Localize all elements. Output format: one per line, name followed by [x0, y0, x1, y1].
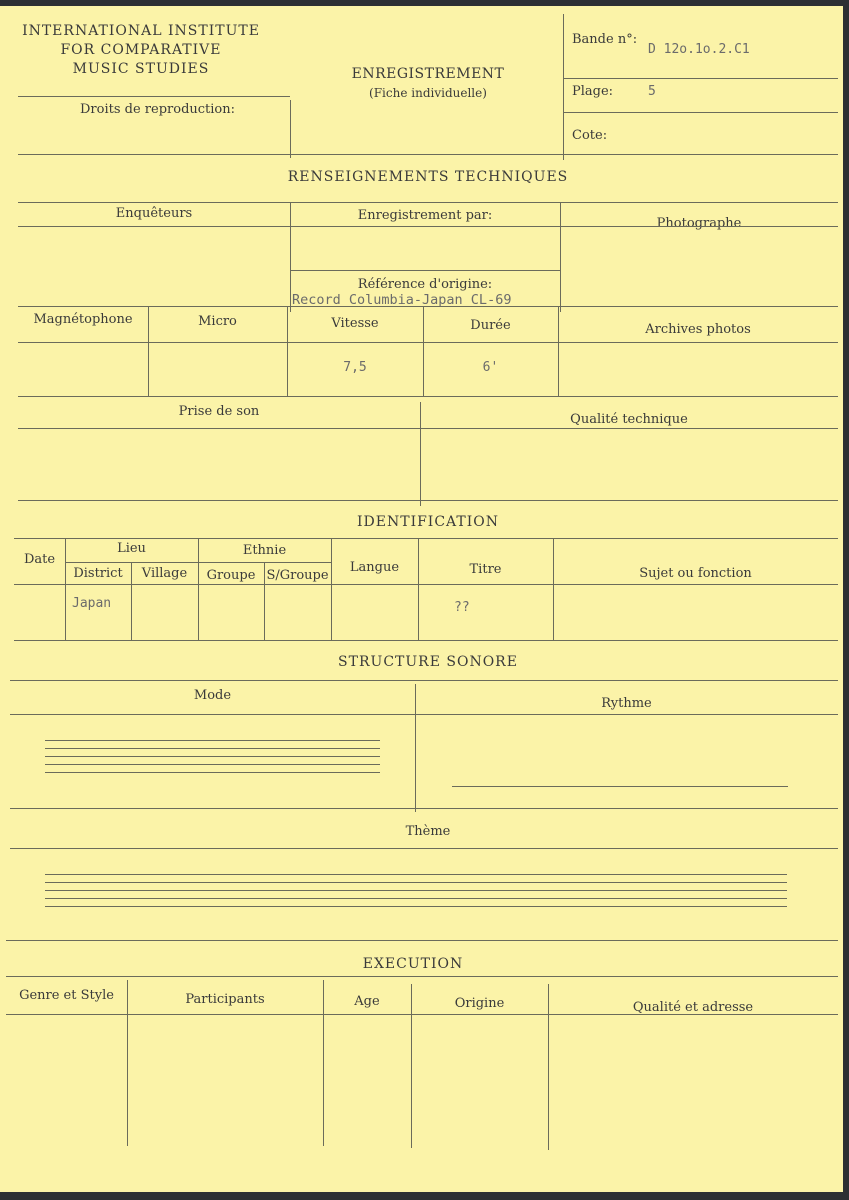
plage-value: 5: [648, 84, 656, 99]
rule: [18, 202, 838, 203]
archives-label: Archives photos: [645, 322, 751, 337]
rule: [290, 270, 560, 271]
structure-heading: STRUCTURE SONORE: [338, 654, 518, 670]
rule: [45, 898, 787, 899]
groupe-label: Groupe: [206, 568, 256, 583]
rule: [45, 756, 380, 757]
institute-name: [18, 22, 264, 79]
recording-card: [0, 6, 843, 1192]
village-label: Village: [141, 566, 188, 581]
enregistrement-par-label: Enregistrement par:: [357, 208, 493, 223]
rule: [563, 112, 838, 113]
prise-label: Prise de son: [178, 404, 260, 419]
rule: [10, 714, 838, 715]
micro-label: Micro: [198, 314, 237, 329]
rule: [45, 764, 380, 765]
origine-label: Origine: [454, 996, 505, 1011]
reference-value: Record Columbia-Japan CL-69: [292, 292, 512, 308]
institute-line-2: FOR COMPARATIVE: [60, 42, 222, 58]
rule: [10, 808, 838, 809]
sgroupe-label: S/Groupe: [266, 568, 329, 583]
theme-label: Thème: [405, 824, 451, 839]
institute-line-3: MUSIC STUDIES: [72, 61, 210, 77]
magnetophone-label: Magnétophone: [33, 312, 133, 327]
titre-label: Titre: [469, 562, 502, 577]
enqueteurs-label: Enquêteurs: [115, 206, 193, 221]
rule: [45, 906, 787, 907]
ethnie-label: Ethnie: [242, 543, 287, 558]
rule: [10, 680, 838, 681]
duree-value: 6': [482, 360, 499, 375]
participants-label: Participants: [185, 992, 265, 1007]
rule: [14, 538, 838, 539]
qualite-adresse-label: Qualité et adresse: [632, 1000, 754, 1015]
vitesse-label: Vitesse: [331, 316, 379, 331]
droits-label: Droits de reproduction:: [80, 102, 236, 117]
rule: [45, 890, 787, 891]
district-label: District: [73, 566, 123, 581]
qualite-technique-label: Qualité technique: [570, 412, 688, 427]
rule: [65, 562, 331, 563]
form-title: ENREGISTREMENT: [351, 66, 505, 82]
rule: [563, 78, 838, 79]
plage-label: Plage:: [572, 84, 614, 99]
technique-heading: RENSEIGNEMENTS TECHNIQUES: [287, 169, 569, 185]
rule: [45, 748, 380, 749]
rule: [6, 1014, 838, 1015]
age-label: Age: [354, 994, 380, 1009]
rule: [553, 538, 554, 640]
duree-label: Durée: [470, 318, 511, 333]
rule: [18, 500, 838, 501]
mode-staff: [45, 740, 380, 741]
titre-value: ??: [454, 600, 470, 615]
execution-heading: EXECUTION: [362, 956, 464, 972]
rule: [14, 640, 838, 641]
rule: [18, 306, 838, 307]
rule: [45, 772, 380, 773]
rule: [418, 538, 419, 640]
cote-label: Cote:: [572, 128, 608, 143]
reference-label: Référence d'origine:: [357, 277, 493, 292]
rule: [18, 96, 290, 97]
rule: [6, 976, 838, 977]
rule: [18, 226, 838, 227]
identification-heading: IDENTIFICATION: [357, 514, 499, 530]
theme-staff: [45, 874, 787, 875]
rule: [14, 584, 838, 585]
rule: [18, 154, 838, 155]
bande-value: D 12o.1o.2.C1: [648, 42, 750, 57]
rule: [558, 306, 559, 396]
district-value: Japan: [72, 596, 112, 611]
rule: [290, 100, 291, 158]
form-subtitle: (Fiche individuelle): [369, 86, 487, 100]
rule: [18, 342, 838, 343]
mode-label: Mode: [193, 688, 232, 703]
rythme-line: [452, 786, 788, 787]
genre-label: Genre et Style: [19, 988, 114, 1003]
photographe-label: Photographe: [656, 216, 742, 231]
rythme-label: Rythme: [601, 696, 652, 711]
rule: [10, 848, 838, 849]
date-label: Date: [23, 552, 56, 567]
sujet-label: Sujet ou fonction: [639, 566, 752, 581]
rule: [6, 940, 838, 941]
institute-line-1: INTERNATIONAL INSTITUTE: [22, 23, 260, 39]
rule: [331, 538, 332, 640]
rule: [45, 882, 787, 883]
vitesse-value: 7,5: [343, 360, 367, 375]
bande-label: Bande n°:: [572, 32, 638, 47]
langue-label: Langue: [349, 560, 400, 575]
rule: [18, 428, 838, 429]
rule: [18, 396, 838, 397]
header-divider: [563, 14, 564, 160]
lieu-label: Lieu: [117, 541, 146, 556]
